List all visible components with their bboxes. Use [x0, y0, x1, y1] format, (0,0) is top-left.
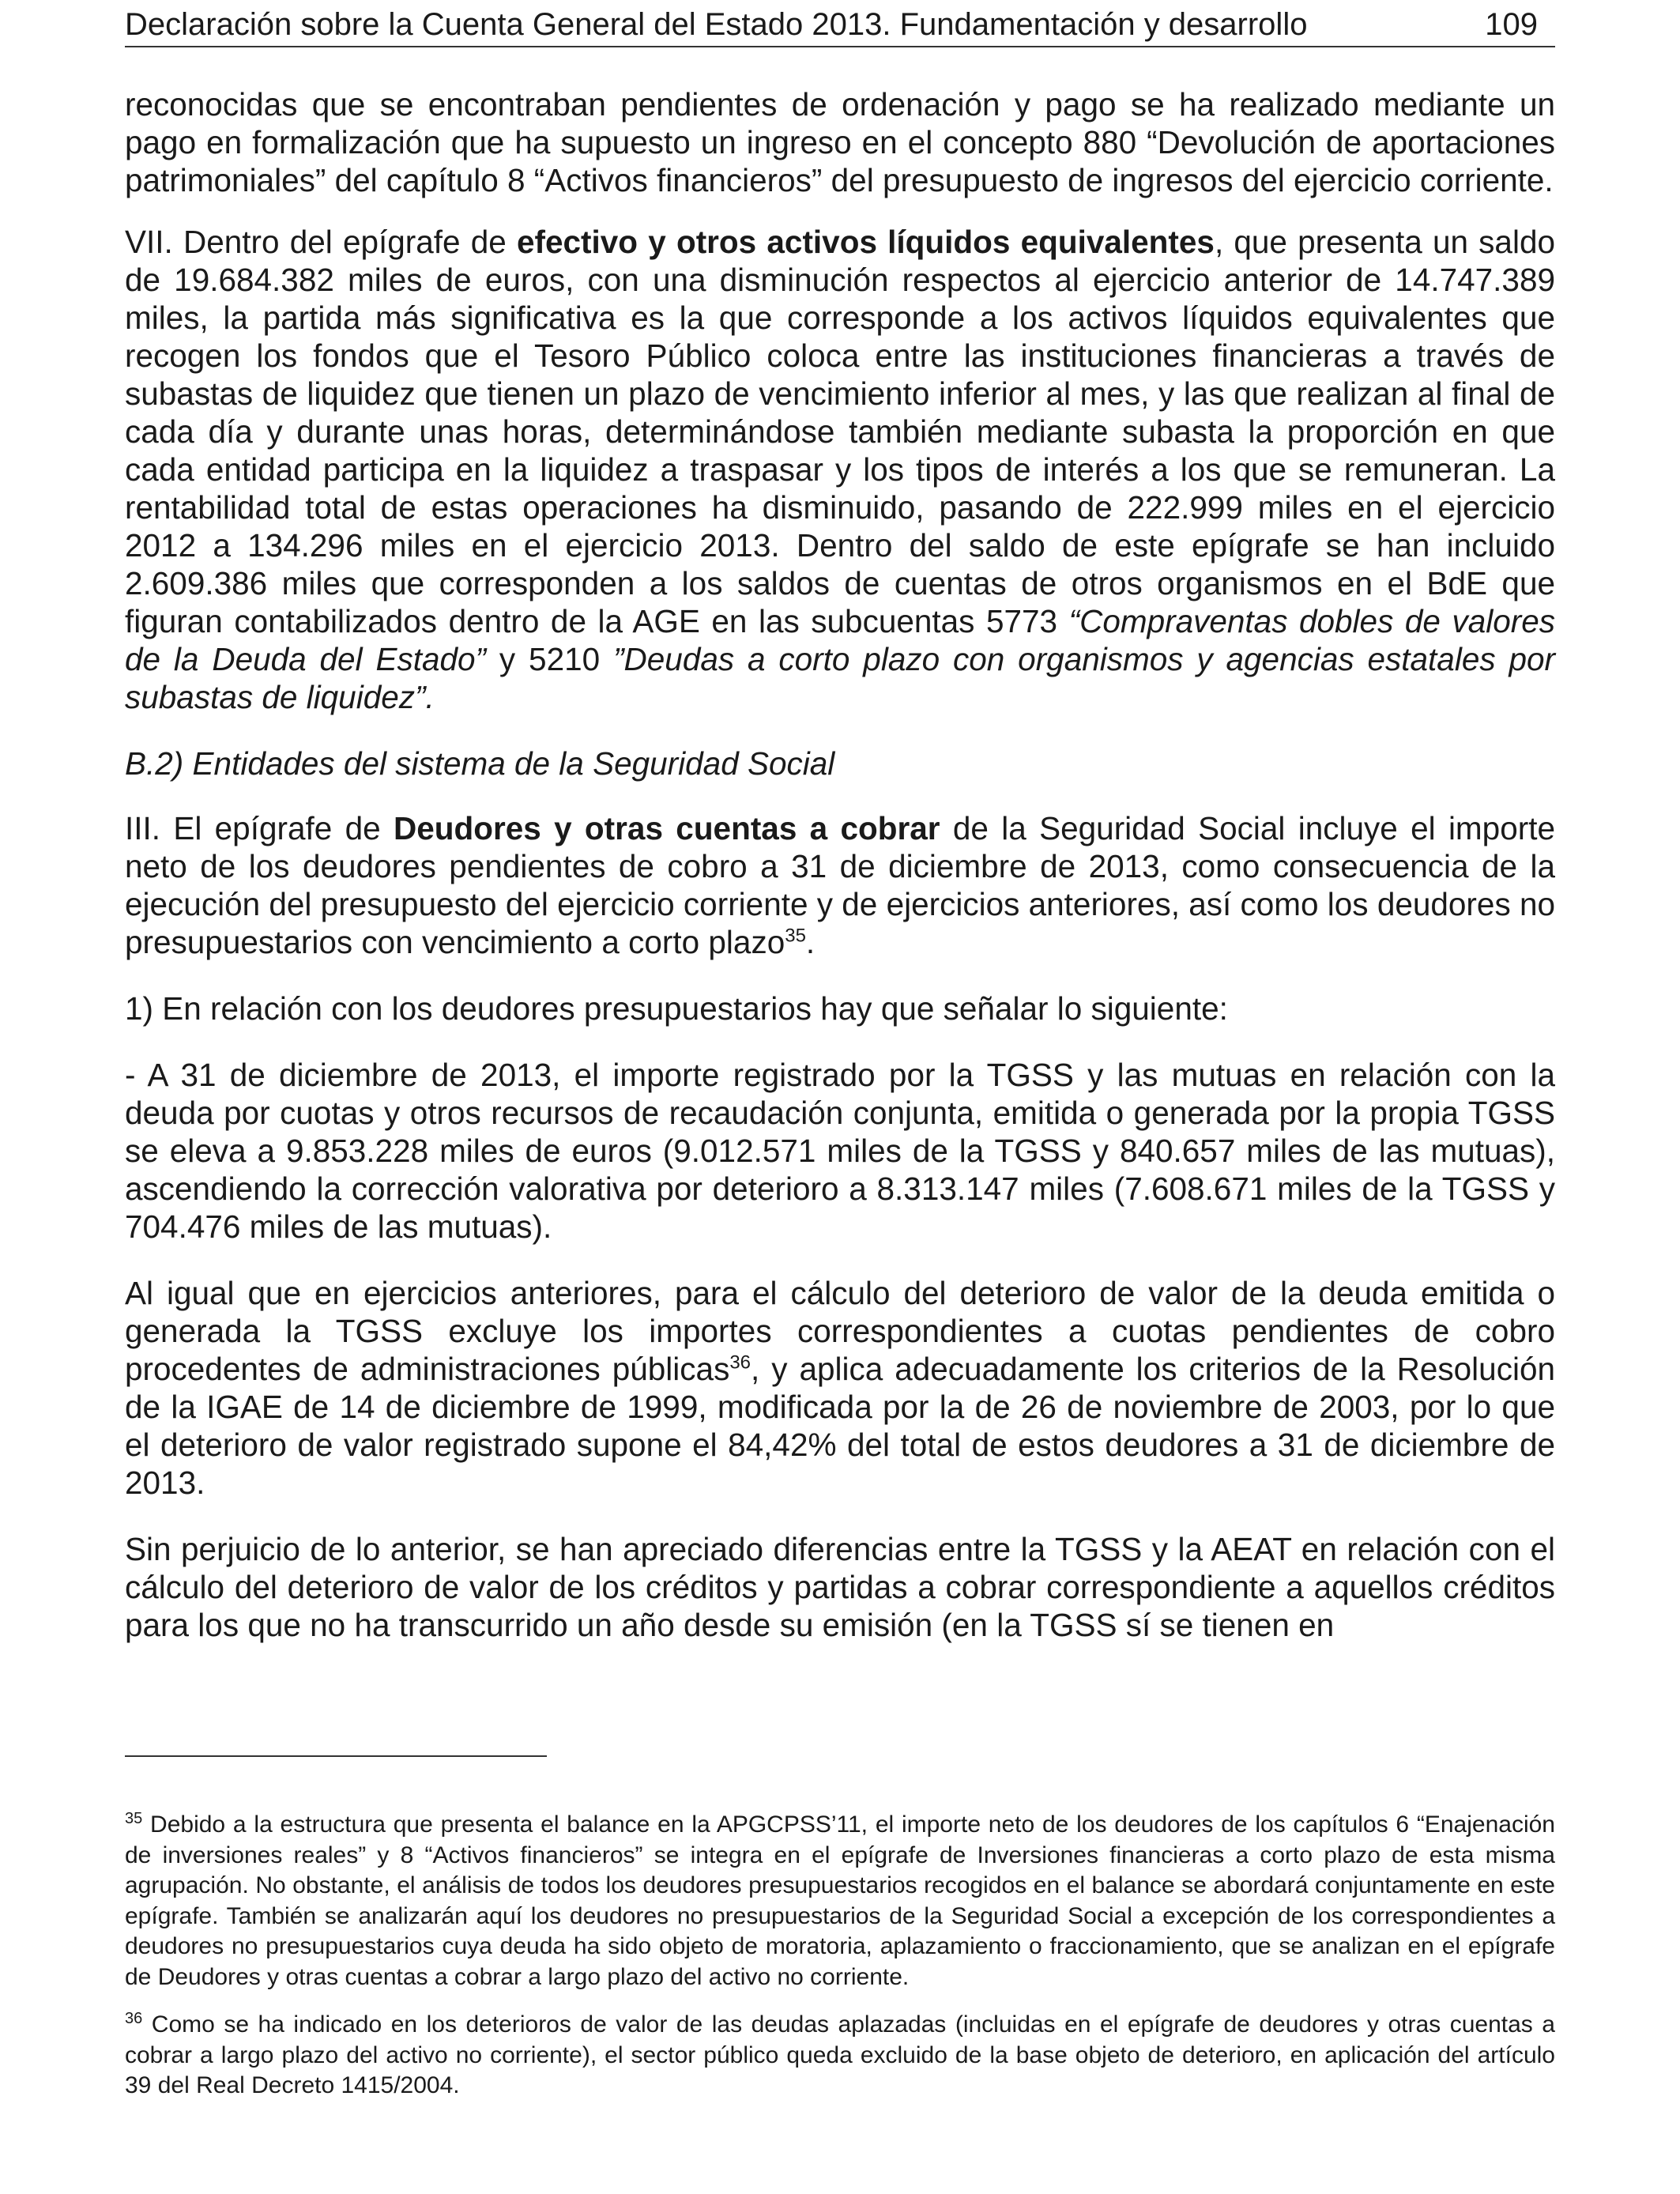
- paragraph-item-1: 1) En relación con los deudores presupuestarios hay que señalar lo siguiente:: [125, 990, 1228, 1027]
- footnote-text: Debido a la estructura que presenta el balance en la APGCPSS’11, el importe neto de los deudores de los capítulos 6 “Enajenación de inversiones reales” y 8 “Activos financieros” se integra en el epígrafe de Inversiones financieras a corto plazo de esta misma agrupación. No obstante, el análisis de todos los deudores presupuestarios recogidos en el balance se abordará conjuntamente en este epígrafe. También se analizarán aquí los deudores no presupuestarios de la Seguridad Social a excepción de los correspondientes a deudores no presupuestarios cuya deuda ha sido objeto de moratoria, aplazamiento o fraccionamiento, que se analizan en el epígrafe de Deudores y otras cuentas a cobrar a largo plazo del activo no corriente.: [125, 1811, 1555, 1990]
- running-header: [125, 3, 1555, 47]
- footnote-ref-35[interactable]: 35: [785, 925, 806, 947]
- text-run: VII. Dentro del epígrafe de: [125, 224, 517, 260]
- paragraph-differences: Sin perjuicio de lo anterior, se han apreciado diferencias entre la TGSS y la AEAT en relación con el cálculo del deterioro de valor de los créditos y partidas a cobrar correspondiente a aquellos créditos para los que no ha transcurrido un año desde su emisión (en la TGSS sí se tienen en: [125, 1531, 1555, 1643]
- text-run: de la Seguridad Social incluye el importe neto de los deudores pendientes de cobro a 31 de diciembre de 2013, como consecuencia de la ejecución del presupuesto del ejercicio corriente y de ejercicios anteriores, así como los deudores no presupuestarios con vencimiento a corto plazo: [125, 810, 1555, 960]
- section-subheading: B.2) Entidades del sistema de la Seguridad Social: [125, 745, 835, 782]
- text-run: , que presenta un saldo de 19.684.382 miles de euros, con una disminución respectos al ejercicio anterior de 14.747.389 miles, la partida más significativa es la que corresponde a los activos líquidos equivalentes que recogen los fondos que el Tesoro Público coloca entre las instituciones financieras a través de subastas de liquidez que tienen un plazo de vencimiento inferior al mes, y las que realizan al final de cada día y durante unas horas, determinándose también mediante subasta la proporción en que cada entidad participa en la liquidez a traspasar y los tipos de interés a los que se remuneran. La rentabilidad total de estas operaciones ha disminuido, pasando de 222.999 miles en el ejercicio 2012 a 134.296 miles en el ejercicio 2013. Dentro del saldo de este epígrafe se han incluido 2.609.386 miles que corresponden a los saldos de cuentas de otros organismos en el BdE que figuran contabilizados dentro de la AGE en las subcuentas 5773: [125, 224, 1555, 639]
- body-text: [125, 85, 1555, 1672]
- footnote-number: 36: [125, 2010, 143, 2027]
- text-run: III. El epígrafe de: [125, 810, 394, 846]
- bold-term: Deudores y otras cuentas a cobrar: [393, 810, 940, 846]
- italic-account-name: ”Deudas a corto plazo con organismos y agencias estatales por subastas de liquidez”.: [125, 641, 1556, 715]
- text-run: y 5210: [486, 641, 614, 677]
- text-run: Al igual que en ejercicios anteriores, para el cálculo del deterioro de valor de la deuda emitida o generada la TGSS excluye los importes correspondientes a cuotas pendientes de cobro procedentes de administraciones públicas: [125, 1275, 1555, 1387]
- footnote-number: 35: [125, 1810, 143, 1827]
- paragraph-vii: [125, 223, 1555, 716]
- italic-account-name: “Compraventas dobles de valores de la Deuda del Estado”: [125, 603, 1555, 677]
- paragraph-iii: [125, 809, 1555, 961]
- paragraph-tgss-debt: - A 31 de diciembre de 2013, el importe registrado por la TGSS y las mutuas en relación con la deuda por cuotas y otros recursos de recaudación conjunta, emitida o generada por la propia TGSS se eleva a 9.853.228 miles de euros (9.012.571 miles de la TGSS y 840.657 miles de las mutuas), ascendiendo la corrección valorativa por deterioro a 8.313.147 miles (7.608.671 miles de la TGSS y 704.476 miles de las mutuas).: [125, 1057, 1555, 1245]
- footnotes: [125, 1810, 1555, 2119]
- footnote-separator: [125, 1755, 547, 1757]
- footnote-ref-36[interactable]: 36: [729, 1351, 751, 1374]
- header-title: Declaración sobre la Cuenta General del Estado 2013. Fundamentación y desarrollo: [125, 7, 1308, 42]
- bold-term: efectivo y otros activos líquidos equivalentes: [516, 224, 1215, 260]
- paragraph-continuation: reconocidas que se encontraban pendientes de ordenación y pago se ha realizado mediante un pago en formalización que ha supuesto un ingreso en el concepto 880 “Devolución de aportaciones patrimoniales” del capítulo 8 “Activos financieros” del presupuesto de ingresos del ejercicio corriente.: [125, 86, 1555, 198]
- paragraph-deterioration: [125, 1274, 1555, 1502]
- footnote-35: [125, 1810, 1555, 1992]
- text-run: , y aplica adecuadamente los criterios de la Resolución de la IGAE de 14 de diciembre de 1999, modificada por la de 26 de noviembre de 2003, por lo que el deterioro de valor registrado supone el 84,42% del total de estos deudores a 31 de diciembre de 2013.: [125, 1351, 1555, 1501]
- footnote-text: Como se ha indicado en los deterioros de valor de las deudas aplazadas (incluidas en el epígrafe de deudores y otras cuentas a cobrar a largo plazo del activo no corriente), el sector público queda excluido de la base objeto de deterioro, en aplicación del artículo 39 del Real Decreto 1415/2004.: [125, 2011, 1555, 2098]
- text-run: .: [805, 924, 816, 960]
- footnote-36: [125, 2010, 1555, 2102]
- page-number: 109: [1485, 7, 1538, 42]
